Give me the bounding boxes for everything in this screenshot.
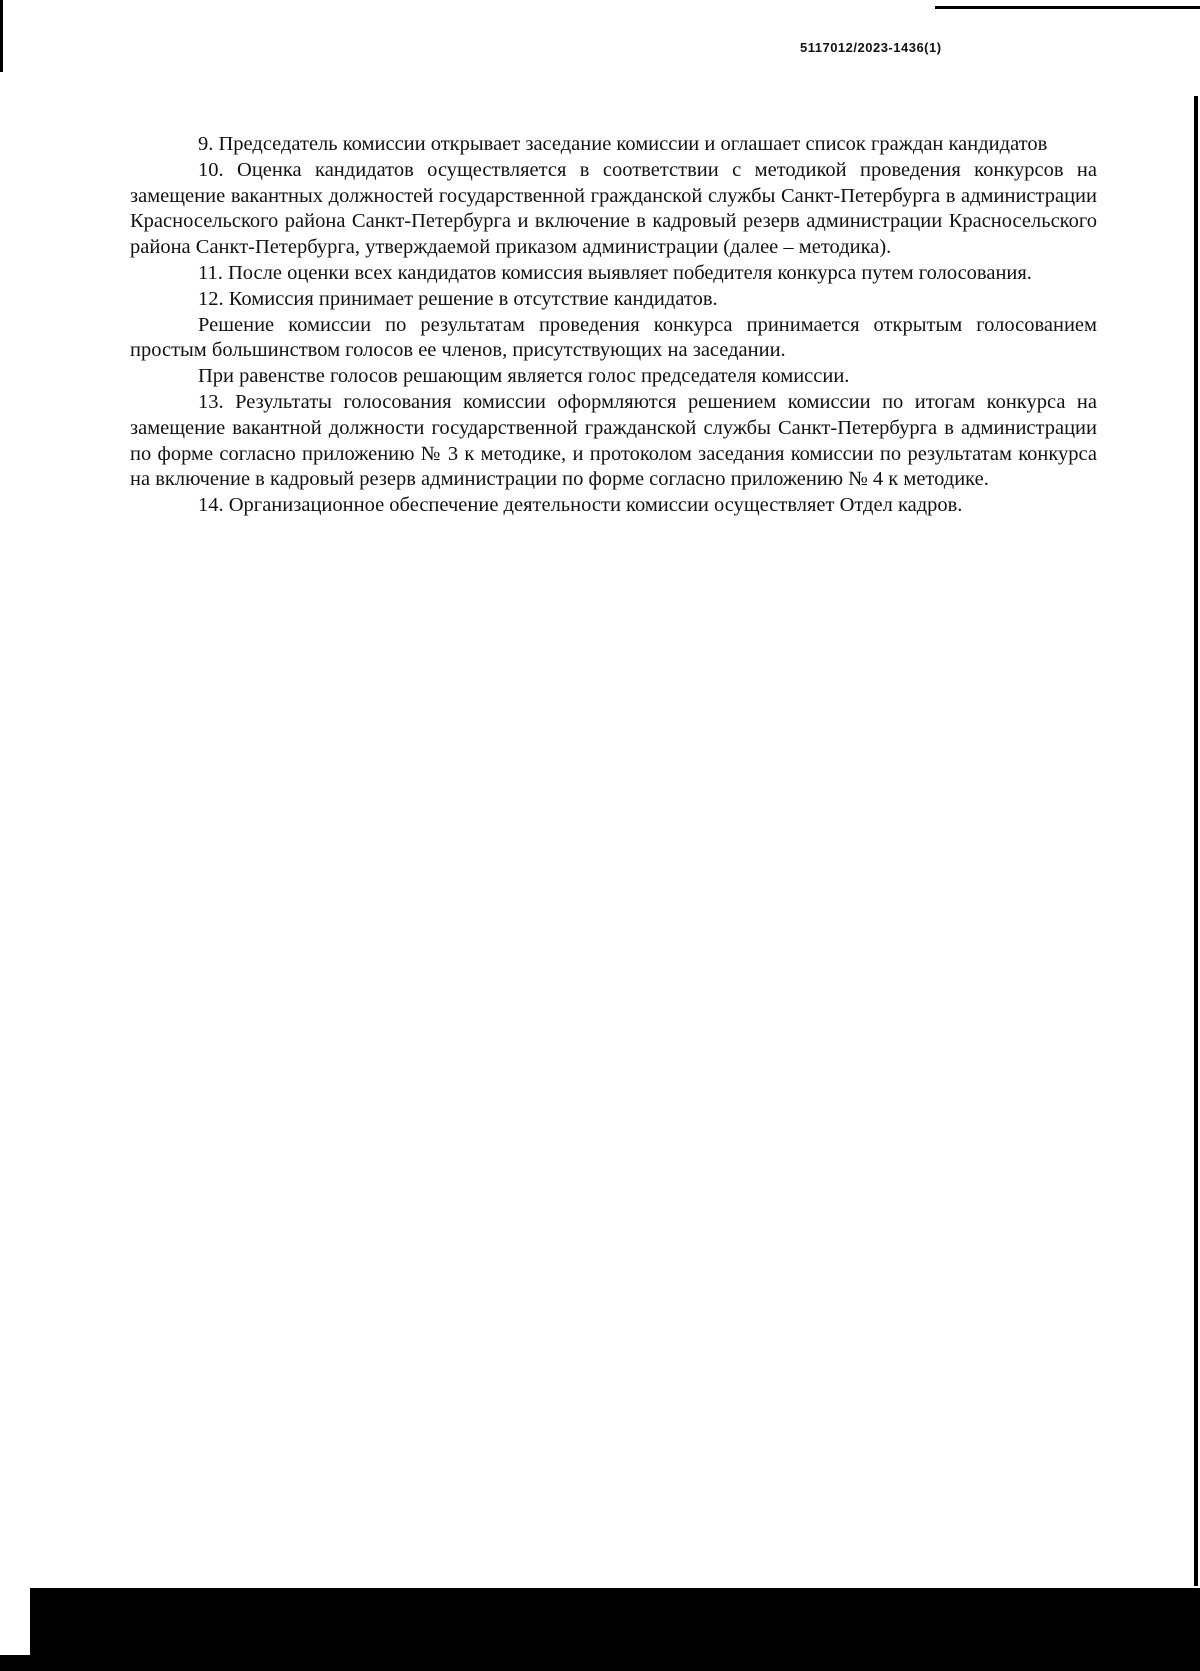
document-number: 5117012/2023-1436(1)	[800, 40, 942, 55]
paragraph-11: 11. После оценки всех кандидатов комиссия выявляет победителя конкурса путем голосования.	[198, 261, 1032, 284]
paragraph-9: 9. Председатель комиссии открывает заседание комиссии и оглашает список граждан кандидатов	[198, 133, 1048, 155]
paragraph-13: 13. Результаты голосования комиссии оформляются решением комиссии по итогам конкурса на замещение вакантной должности государственной гражданской службы Санкт-Петербурга в администрации по форме согласно приложению № 3 к методике, и протоколом заседания комиссии по результатам конкурса на включение в кадровый резерв администрации по форме согласно приложению № 4 к методике.	[130, 390, 1097, 491]
scan-edge-top	[935, 6, 1200, 9]
scan-edge-bottom	[30, 1588, 1200, 1671]
paragraph-12-decision: Решение комиссии по результатам проведения конкурса принимается открытым голосованием простым большинством голосов ее членов, присутствующих на заседании.	[130, 313, 1097, 362]
document-body	[130, 132, 1097, 519]
paragraph-14: 14. Организационное обеспечение деятельности комиссии осуществляет Отдел кадров.	[198, 494, 963, 517]
paragraph-12-tie: При равенстве голосов решающим является голос председателя комиссии.	[198, 365, 850, 388]
paragraph-12: 12. Комиссия принимает решение в отсутствие кандидатов.	[198, 287, 718, 310]
scan-edge-bottom-left	[0, 1655, 30, 1671]
scan-edge-right	[1194, 96, 1198, 1586]
scan-edge-left	[0, 0, 3, 72]
paragraph-10: 10. Оценка кандидатов осуществляется в соответствии с методикой проведения конкурсов на замещение вакантных должностей государственной гражданской службы Санкт-Петербурга в администрации Красносельского района Санкт-Петербурга и включение в кадровый резерв администрации Красносельского района Санкт-Петербурга, утверждаемой приказом администрации (далее – методика).	[130, 158, 1097, 259]
